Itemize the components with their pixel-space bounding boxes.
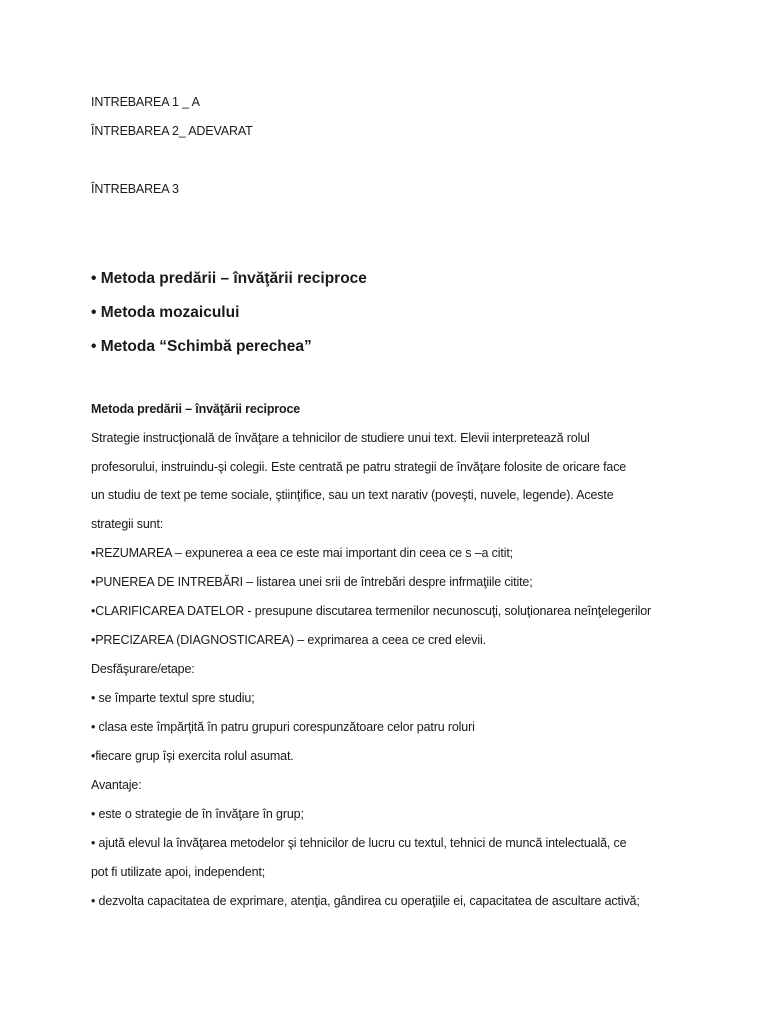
strategy-item: •PUNEREA DE INTREBĂRI – listarea unei srii de întrebări despre infrmaţiile citite; bbox=[91, 575, 533, 589]
section-heading: Metoda predării – învăţării reciproce bbox=[91, 402, 301, 416]
step-item: • clasa este împărţită în patru grupuri corespunzătoare celor patru roluri bbox=[91, 720, 475, 734]
step-item: • se împarte textul spre studiu; bbox=[91, 691, 255, 705]
strategy-item: •REZUMAREA – expunerea a eea ce este mai important din ceea ce s –a citit; bbox=[91, 546, 513, 560]
step-item: •fiecare grup îşi exercita rolul asumat. bbox=[91, 749, 294, 763]
paragraph-line: strategii sunt: bbox=[91, 517, 164, 531]
strategy-item: •PRECIZAREA (DIAGNOSTICAREA) – exprimarea a ceea ce cred elevii. bbox=[91, 633, 486, 647]
paragraph-line: un studiu de text pe teme sociale, ştiinţifice, sau un text narativ (poveşti, nuvele, legende). Aceste bbox=[91, 488, 614, 502]
method-item: • Metoda predării – învăţării reciproce bbox=[91, 270, 367, 287]
answer-2: ÎNTREBAREA 2_ ADEVARAT bbox=[91, 124, 253, 138]
answer-1: INTREBAREA 1 _ A bbox=[91, 95, 200, 109]
advantage-item: • dezvolta capacitatea de exprimare, atenţia, gândirea cu operaţiile ei, capacitatea de ascultare activă; bbox=[91, 894, 640, 908]
answer-3: ÎNTREBAREA 3 bbox=[91, 182, 179, 196]
strategy-item: •CLARIFICAREA DATELOR - presupune discutarea termenilor necunoscuţi, soluţionarea neînţelegerilor bbox=[91, 604, 652, 618]
method-item: • Metoda mozaicului bbox=[91, 304, 240, 321]
paragraph-line: profesorului, instruindu-şi colegii. Este centrată pe patru strategii de învăţare folosite de oricare face bbox=[91, 460, 627, 474]
advantage-item: • ajută elevul la învăţarea metodelor şi tehnicilor de lucru cu textul, tehnici de muncă intelectuală, ce bbox=[91, 836, 627, 850]
advantages-title: Avantaje: bbox=[91, 778, 142, 792]
advantage-item: • este o strategie de în învăţare în grup; bbox=[91, 807, 304, 821]
steps-title: Desfăşurare/etape: bbox=[91, 662, 195, 676]
paragraph-line: Strategie instrucţională de învăţare a tehnicilor de studiere unui text. Elevii interpretează rolul bbox=[91, 431, 590, 445]
method-item: • Metoda “Schimbă perechea” bbox=[91, 338, 312, 355]
advantage-item: pot fi utilizate apoi, independent; bbox=[91, 865, 266, 879]
